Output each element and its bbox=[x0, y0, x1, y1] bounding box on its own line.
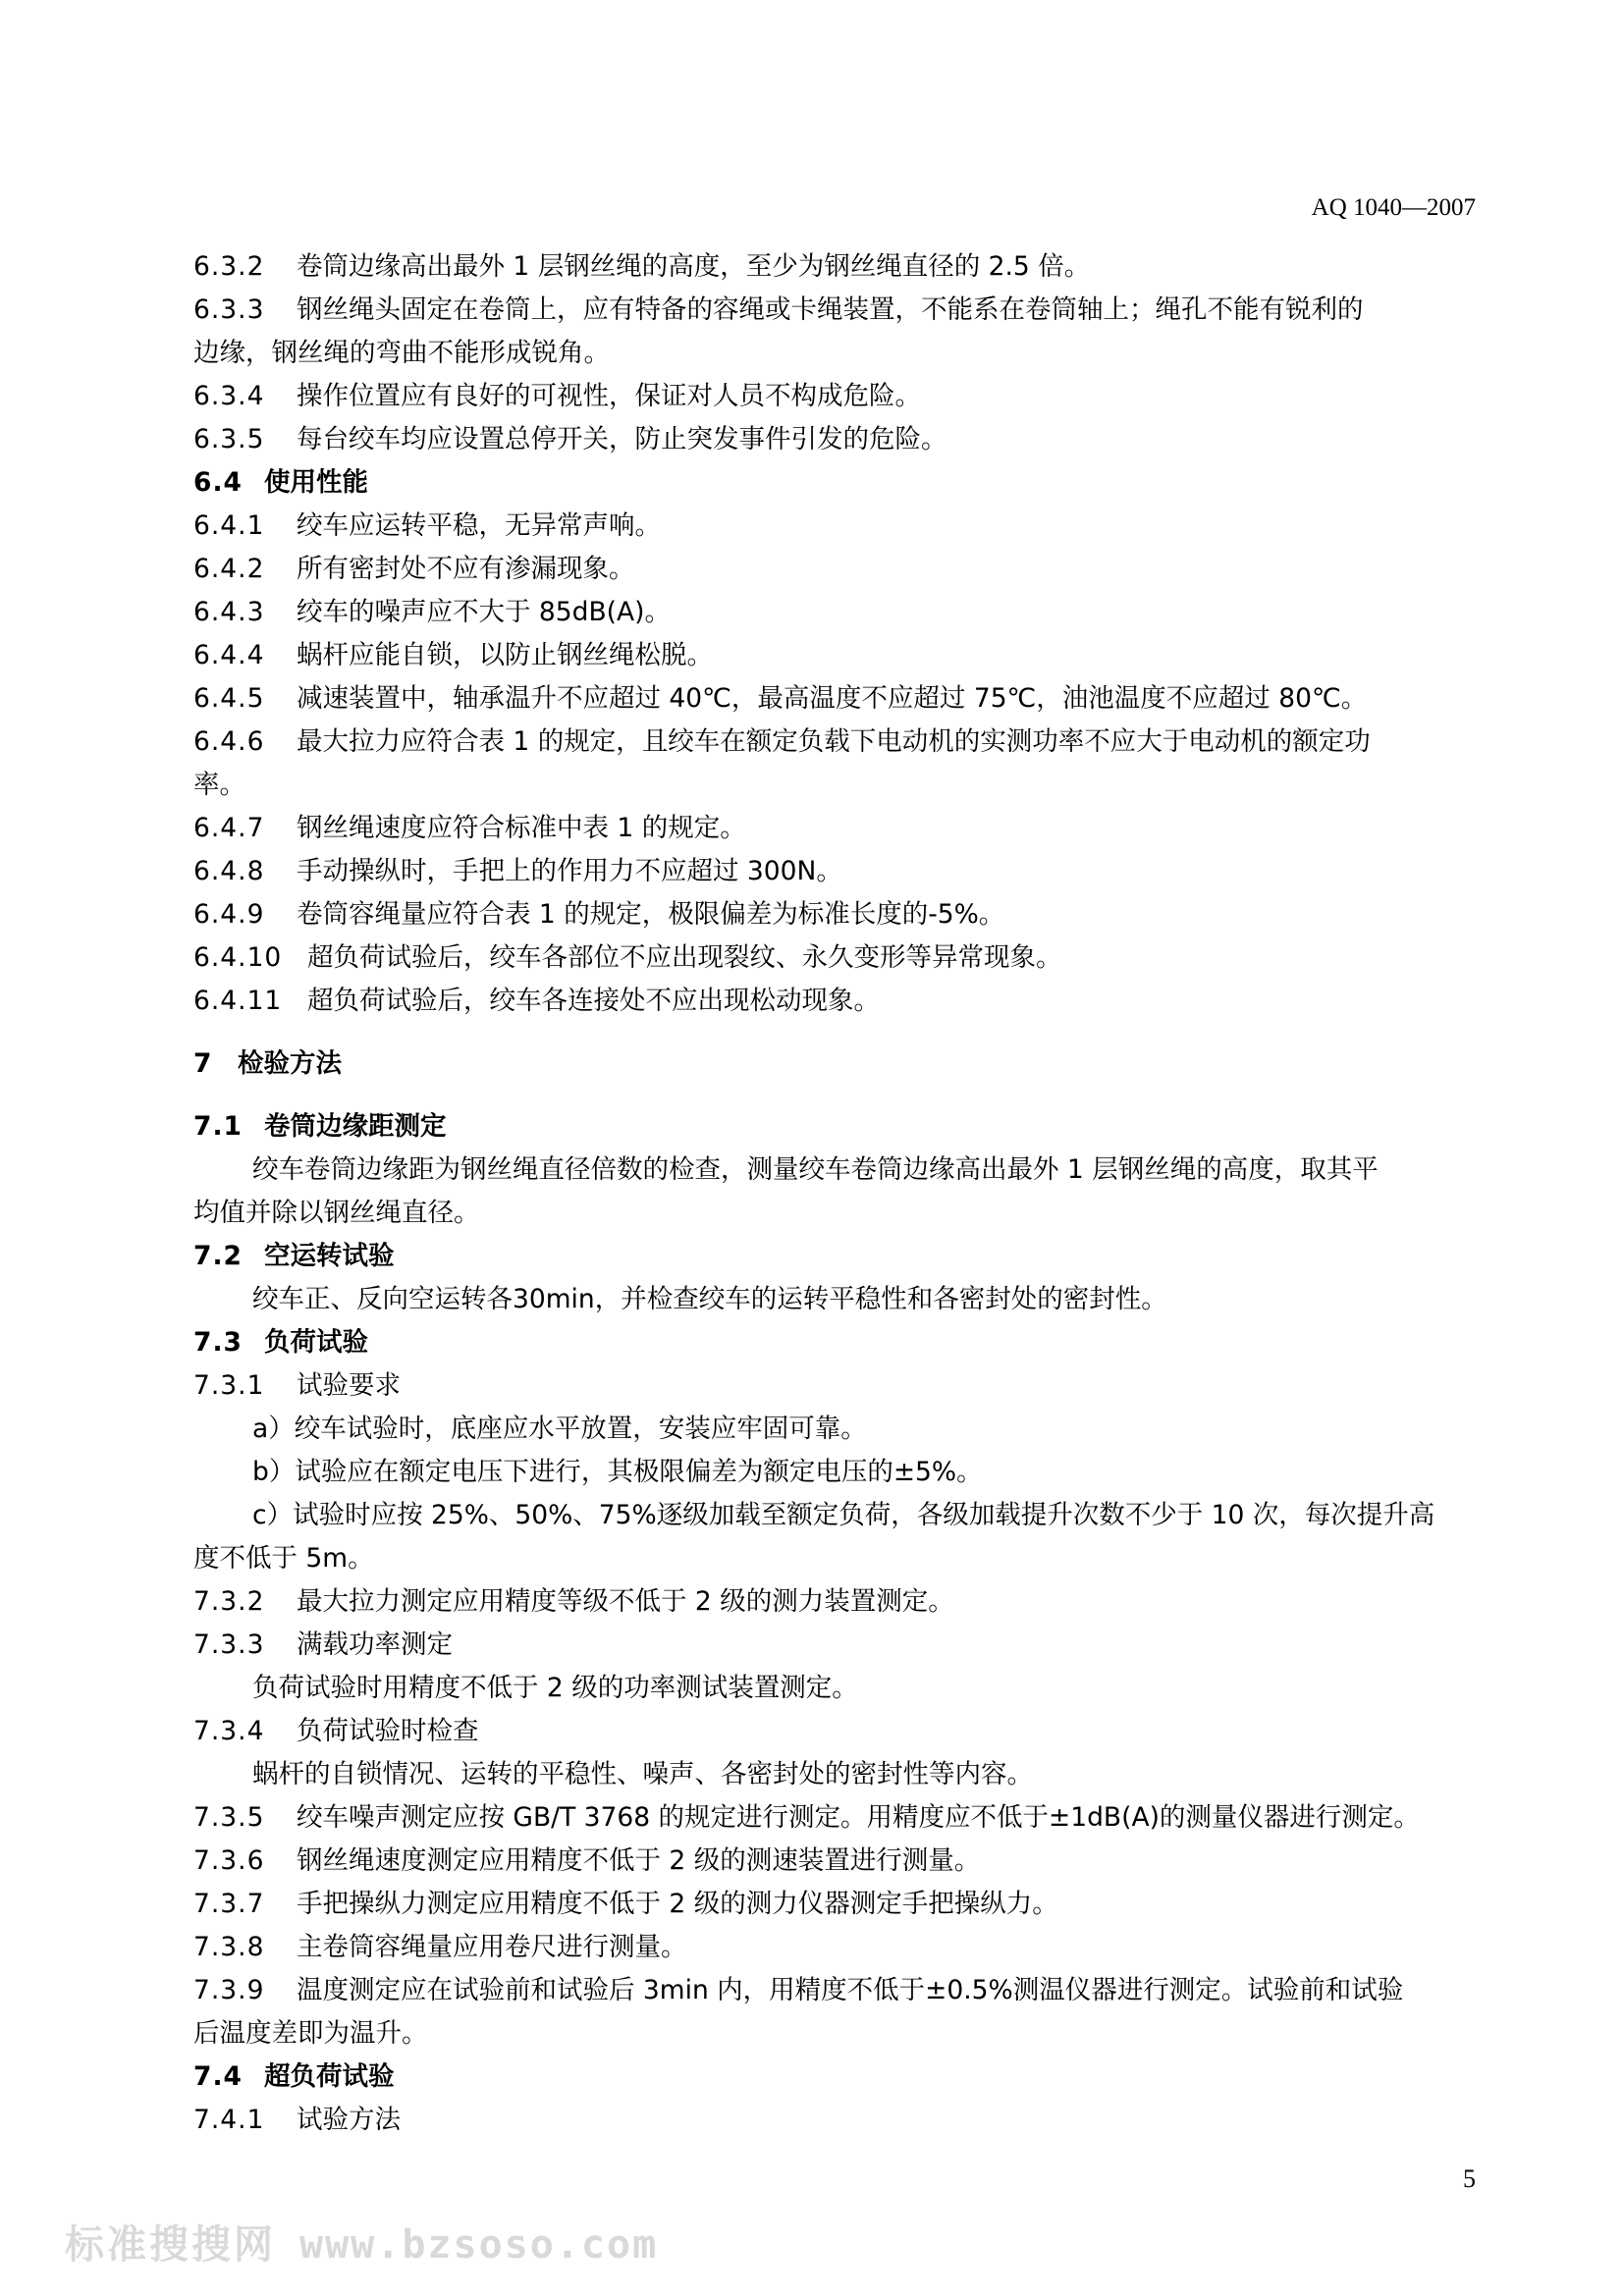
clause-7-3-3 bbox=[193, 1624, 1478, 1667]
clause-number: 7.3.2 bbox=[193, 1586, 265, 1617]
clause-number: 6.4.8 bbox=[193, 856, 265, 886]
clause-7-3-1 bbox=[193, 1364, 1478, 1408]
list-item-c: c）试验时应按 25%、50%、75%逐级加载至额定负荷，各级加载提升次数不少于 10 次，每次提升高 bbox=[252, 1500, 1435, 1530]
clause-text: 满载功率测定 bbox=[297, 1629, 453, 1660]
clause-number: 6.4.9 bbox=[193, 899, 265, 930]
clause-number: 6.4.6 bbox=[193, 726, 265, 757]
clause-text: 绞车噪声测定应按 GB/T 3768 的规定进行测定。用精度应不低于±1dB(A)的测量仪器进行测定。 bbox=[297, 1802, 1420, 1833]
clause-text: 卷筒边缘高出最外 1 层钢丝绳的高度，至少为钢丝绳直径的 2.5 倍。 bbox=[297, 251, 1091, 282]
section-number: 6.4 bbox=[193, 467, 243, 498]
clause-number: 6.3.3 bbox=[193, 294, 265, 325]
section-heading-7-3 bbox=[193, 1321, 1478, 1364]
clause-text: 每台绞车均应设置总停开关，防止突发事件引发的危险。 bbox=[297, 424, 947, 454]
clause-6-4-3 bbox=[193, 591, 1478, 634]
clause-text: 绞车应运转平稳，无异常声响。 bbox=[297, 510, 661, 541]
section-number: 7.3 bbox=[193, 1327, 243, 1358]
clause-6-4-7 bbox=[193, 807, 1478, 850]
section-title: 超负荷试验 bbox=[264, 2061, 395, 2092]
clause-7-3-6 bbox=[193, 1840, 1478, 1883]
section-heading-7-2 bbox=[193, 1235, 1478, 1278]
clause-6-4-1 bbox=[193, 505, 1478, 548]
clause-6-4-5 bbox=[193, 677, 1478, 721]
watermark bbox=[65, 2214, 658, 2269]
clause-text: 温度测定应在试验前和试验后 3min 内，用精度不低于±0.5%测温仪器进行测定。试验前和试验 bbox=[297, 1975, 1404, 2005]
section-heading-7-4 bbox=[193, 2056, 1478, 2099]
clause-number: 6.4.11 bbox=[193, 986, 283, 1016]
section-number: 7.4 bbox=[193, 2061, 243, 2092]
clause-text: 蜗杆应能自锁，以防止钢丝绳松脱。 bbox=[297, 640, 713, 670]
section-title: 空运转试验 bbox=[264, 1241, 395, 1271]
section-number: 7.2 bbox=[193, 1241, 243, 1271]
clause-text: 绞车的噪声应不大于 85dB(A)。 bbox=[297, 597, 671, 627]
clause-text: 操作位置应有良好的可视性，保证对人员不构成危险。 bbox=[297, 381, 921, 411]
paragraph: 绞车卷筒边缘距为钢丝绳直径倍数的检查，测量绞车卷筒边缘高出最外 1 层钢丝绳的高度，取其平 bbox=[252, 1154, 1379, 1185]
section-heading-7-1 bbox=[193, 1105, 1478, 1148]
clause-number: 6.4.10 bbox=[193, 942, 283, 973]
paragraph: 绞车正、反向空运转各30min，并检查绞车的运转平稳性和各密封处的密封性。 bbox=[252, 1284, 1167, 1314]
list-item-a: a）绞车试验时，底座应水平放置，安装应牢固可靠。 bbox=[252, 1414, 867, 1444]
clause-text: 手把操纵力测定应用精度不低于 2 级的测力仪器测定手把操纵力。 bbox=[297, 1889, 1058, 1919]
clause-6-4-8 bbox=[193, 850, 1478, 893]
clause-number: 7.3.3 bbox=[193, 1629, 265, 1660]
page-number: 5 bbox=[1463, 2164, 1476, 2193]
clause-text: 减速装置中，轴承温升不应超过 40℃，最高温度不应超过 75℃，油池温度不应超过 80℃。 bbox=[297, 683, 1368, 714]
clause-number: 6.3.5 bbox=[193, 424, 265, 454]
clause-number: 7.4.1 bbox=[193, 2105, 265, 2135]
section-title: 使用性能 bbox=[264, 467, 368, 498]
clause-number: 7.3.7 bbox=[193, 1889, 265, 1919]
section-title: 卷筒边缘距测定 bbox=[264, 1111, 447, 1142]
clause-text: 最大拉力测定应用精度等级不低于 2 级的测力装置测定。 bbox=[297, 1586, 954, 1617]
list-item-b: b）试验应在额定电压下进行，其极限偏差为额定电压的±5%。 bbox=[252, 1457, 983, 1487]
clause-7-3-9 bbox=[193, 1969, 1478, 2012]
clause-6-4-2 bbox=[193, 548, 1478, 591]
section-title: 负荷试验 bbox=[264, 1327, 368, 1358]
section-number: 7.1 bbox=[193, 1111, 243, 1142]
clause-6-4-6 bbox=[193, 721, 1478, 764]
clause-number: 7.3.9 bbox=[193, 1975, 265, 2005]
clause-6-3-3 bbox=[193, 289, 1478, 332]
clause-7-3-7 bbox=[193, 1883, 1478, 1926]
clause-6-4-11 bbox=[193, 980, 1478, 1023]
clause-text: 钢丝绳速度应符合标准中表 1 的规定。 bbox=[297, 813, 746, 843]
clause-number: 6.3.4 bbox=[193, 381, 265, 411]
clause-number: 6.4.5 bbox=[193, 683, 265, 714]
clause-number: 7.3.8 bbox=[193, 1932, 265, 1962]
clause-number: 7.3.4 bbox=[193, 1716, 265, 1746]
clause-number: 6.4.4 bbox=[193, 640, 265, 670]
clause-text: 手动操纵时，手把上的作用力不应超过 300N。 bbox=[297, 856, 842, 886]
chapter-title: 检验方法 bbox=[238, 1048, 342, 1079]
clause-text: 负荷试验时检查 bbox=[297, 1716, 479, 1746]
clause-6-4-9 bbox=[193, 893, 1478, 936]
clause-number: 7.3.6 bbox=[193, 1845, 265, 1876]
clause-text: 试验要求 bbox=[297, 1370, 401, 1401]
clause-6-4-4 bbox=[193, 634, 1478, 677]
clause-number: 6.4.7 bbox=[193, 813, 265, 843]
clause-6-3-2 bbox=[193, 245, 1478, 289]
paragraph: 负荷试验时用精度不低于 2 级的功率测试装置测定。 bbox=[252, 1673, 858, 1703]
clause-number: 6.3.2 bbox=[193, 251, 265, 282]
paragraph-continuation: 均值并除以钢丝绳直径。 bbox=[193, 1198, 480, 1228]
clause-text: 超负荷试验后，绞车各部位不应出现裂纹、永久变形等异常现象。 bbox=[307, 942, 1062, 973]
watermark-url: www.bzsoso.com bbox=[299, 2222, 659, 2268]
clause-text: 钢丝绳头固定在卷筒上，应有特备的容绳或卡绳装置，不能系在卷筒轴上；绳孔不能有锐利的 bbox=[297, 294, 1364, 325]
clause-number: 6.4.3 bbox=[193, 597, 265, 627]
clause-continuation: 边缘，钢丝绳的弯曲不能形成锐角。 bbox=[193, 338, 610, 368]
clause-number: 6.4.1 bbox=[193, 510, 265, 541]
clause-text: 卷筒容绳量应符合表 1 的规定，极限偏差为标准长度的-5%。 bbox=[297, 899, 1005, 930]
clause-text: 最大拉力应符合表 1 的规定，且绞车在额定负载下电动机的实测功率不应大于电动机的额定功 bbox=[297, 726, 1371, 757]
section-heading-6-4 bbox=[193, 461, 1478, 505]
clause-6-4-10 bbox=[193, 936, 1478, 980]
clause-7-3-2 bbox=[193, 1580, 1478, 1624]
watermark-site-name: 标准搜搜网 bbox=[65, 2222, 276, 2268]
paragraph: 蜗杆的自锁情况、运转的平稳性、噪声、各密封处的密封性等内容。 bbox=[252, 1759, 1033, 1789]
chapter-number: 7 bbox=[193, 1048, 213, 1079]
standard-number: AQ 1040—2007 bbox=[1311, 194, 1476, 221]
clause-number: 7.3.5 bbox=[193, 1802, 265, 1833]
clause-number: 7.3.1 bbox=[193, 1370, 265, 1401]
clause-text: 试验方法 bbox=[297, 2105, 401, 2135]
document-body bbox=[193, 245, 1478, 2142]
clause-text: 超负荷试验后，绞车各连接处不应出现松动现象。 bbox=[307, 986, 880, 1016]
chapter-heading-7 bbox=[193, 1042, 1478, 1086]
clause-text: 所有密封处不应有渗漏现象。 bbox=[297, 554, 635, 584]
clause-text: 主卷筒容绳量应用卷尺进行测量。 bbox=[297, 1932, 687, 1962]
clause-continuation: 率。 bbox=[193, 770, 245, 800]
list-item-continuation: 度不低于 5m。 bbox=[193, 1543, 374, 1574]
clause-continuation: 后温度差即为温升。 bbox=[193, 2018, 428, 2049]
clause-7-4-1 bbox=[193, 2099, 1478, 2142]
clause-7-3-8 bbox=[193, 1926, 1478, 1969]
clause-6-3-5 bbox=[193, 418, 1478, 461]
clause-6-3-4 bbox=[193, 375, 1478, 418]
clause-7-3-5 bbox=[193, 1796, 1478, 1840]
clause-7-3-4 bbox=[193, 1710, 1478, 1753]
clause-number: 6.4.2 bbox=[193, 554, 265, 584]
clause-text: 钢丝绳速度测定应用精度不低于 2 级的测速装置进行测量。 bbox=[297, 1845, 981, 1876]
